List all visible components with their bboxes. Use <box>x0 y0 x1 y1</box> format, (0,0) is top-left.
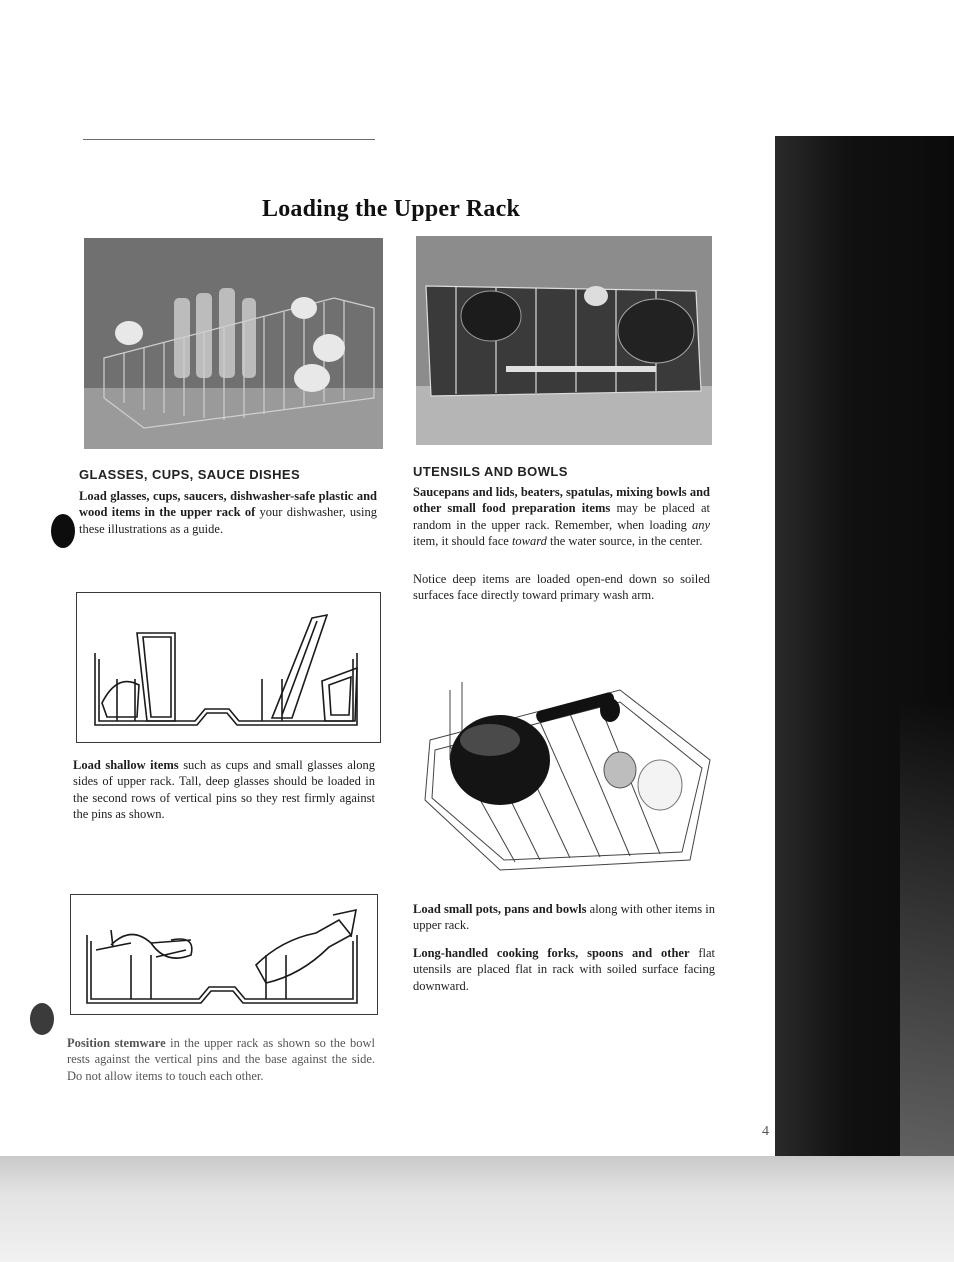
intro-utensils-text-1: may be placed at random in the upper rack. Remember, when loading <box>413 501 710 532</box>
caption-pots-text: along with other items in upper rack. <box>413 902 716 933</box>
binder-hole <box>51 514 75 548</box>
intro-glasses-bold: Load glasses, cups, saucers, dishwasher-safe plastic and wood items in the upper rack of <box>79 489 377 520</box>
diagram-stemware <box>70 894 378 1015</box>
photo-pot-rack <box>420 670 715 880</box>
caption-pots <box>413 901 715 934</box>
intro-glasses <box>79 488 377 537</box>
caption-stemware <box>67 1035 375 1084</box>
caption-pots-bold: Load small pots, pans and bowls <box>413 902 587 916</box>
caption-shallow-bold: Load shallow items <box>73 758 179 772</box>
binder-hole-2 <box>30 1003 54 1035</box>
top-rule <box>83 139 375 140</box>
intro-utensils-bold: Saucepans and lids, beaters, spatulas, mixing bowls and other small food preparation items <box>413 485 710 516</box>
notice-paragraph: Notice deep items are loaded open-end down so soiled surfaces face directly toward primary wash arm. <box>413 572 710 603</box>
intro-utensils-text-2: item, it should face <box>413 533 509 548</box>
caption-long-utensils-bold: Long-handled cooking forks, spoons and other <box>413 946 690 960</box>
intro-utensils-any: any <box>691 517 710 532</box>
heading-utensils: UTENSILS AND BOWLS <box>413 464 568 479</box>
photo-glasses-rack <box>84 238 383 449</box>
diagram-shallow-items <box>76 592 381 743</box>
caption-shallow-text: such as cups and small glasses along sides of upper rack. Tall, deep glasses should be loaded in the second rows of vertical pins so they rest firmly against the pins as shown. <box>73 758 375 821</box>
caption-long-utensils <box>413 945 715 994</box>
caption-stemware-text: in the upper rack as shown so the bowl rests against the vertical pins and the base against the side. Do not allow items to touch each other. <box>67 1036 376 1083</box>
caption-stemware-bold: Position stemware <box>67 1036 166 1050</box>
intro-utensils-text-3: the water source, in the center. <box>550 533 703 548</box>
intro-utensils <box>413 484 710 549</box>
page-number: 4 <box>762 1124 769 1139</box>
photo-utensils-rack <box>416 236 712 445</box>
page-title: Loading the Upper Rack <box>262 196 520 222</box>
intro-utensils-toward: toward <box>511 533 547 548</box>
caption-long-utensils-text: flat utensils are placed flat in rack with soiled surface facing downward. <box>413 946 715 993</box>
intro-glasses-text: your dishwasher, using these illustrations as a guide. <box>79 505 377 536</box>
caption-shallow-items <box>73 757 375 822</box>
heading-glasses: GLASSES, CUPS, SAUCE DISHES <box>79 467 301 482</box>
scan-bottom-band <box>0 1156 954 1262</box>
